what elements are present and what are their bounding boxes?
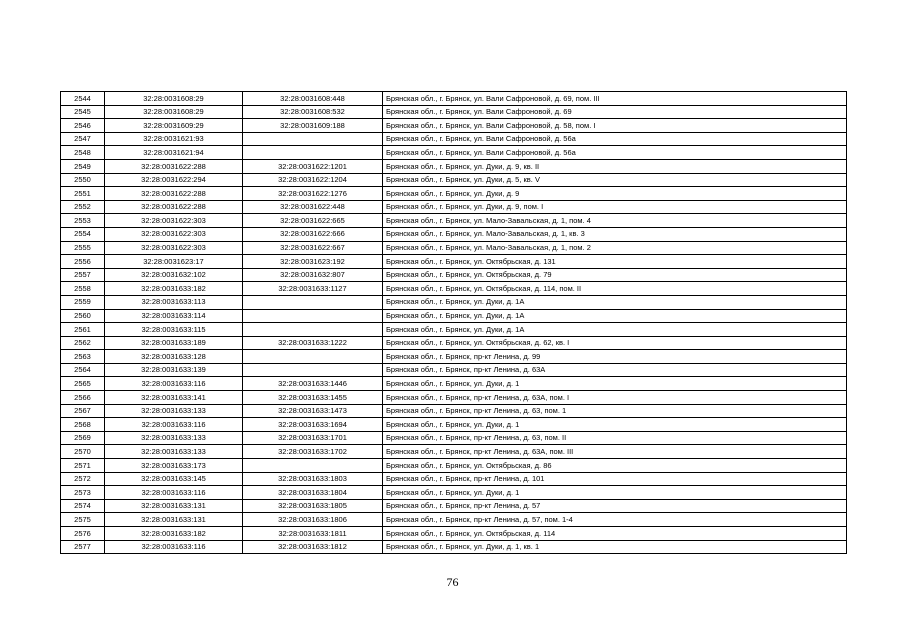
land-plot-cadastral-number-cell: 32:28:0031622:303: [105, 227, 243, 241]
object-cadastral-number-cell: 32:28:0031622:665: [243, 214, 383, 228]
object-cadastral-number-cell: 32:28:0031633:1222: [243, 336, 383, 350]
table-row: [61, 404, 847, 418]
address-cell: Брянская обл., г. Брянск, ул. Дуки, д. 9, пом. I: [383, 200, 847, 214]
table-row: [61, 363, 847, 377]
row-number-cell: 2558: [61, 282, 105, 296]
row-number-cell: 2560: [61, 309, 105, 323]
address-cell: Брянская обл., г. Брянск, пр-кт Ленина, д. 57: [383, 499, 847, 513]
address-cell: Брянская обл., г. Брянск, ул. Вали Сафроновой, д. 56а: [383, 132, 847, 146]
object-cadastral-number-cell: 32:28:0031633:1473: [243, 404, 383, 418]
land-plot-cadastral-number-cell: 32:28:0031633:116: [105, 540, 243, 554]
object-cadastral-number-cell: 32:28:0031633:1804: [243, 486, 383, 500]
object-cadastral-number-cell: 32:28:0031622:667: [243, 241, 383, 255]
object-cadastral-number-cell: 32:28:0031609:188: [243, 119, 383, 133]
row-number-cell: 2574: [61, 499, 105, 513]
object-cadastral-number-cell: 32:28:0031633:1805: [243, 499, 383, 513]
land-plot-cadastral-number-cell: 32:28:0031622:303: [105, 214, 243, 228]
address-cell: Брянская обл., г. Брянск, ул. Октябрьская, д. 86: [383, 459, 847, 473]
row-number-cell: 2552: [61, 200, 105, 214]
address-cell: Брянская обл., г. Брянск, ул. Дуки, д. 9: [383, 187, 847, 201]
address-cell: Брянская обл., г. Брянск, ул. Вали Сафроновой, д. 69: [383, 105, 847, 119]
row-number-cell: 2551: [61, 187, 105, 201]
registry-table-body: [61, 92, 847, 554]
row-number-cell: 2572: [61, 472, 105, 486]
land-plot-cadastral-number-cell: 32:28:0031633:115: [105, 323, 243, 337]
object-cadastral-number-cell: 32:28:0031633:1446: [243, 377, 383, 391]
object-cadastral-number-cell: 32:28:0031633:1812: [243, 540, 383, 554]
address-cell: Брянская обл., г. Брянск, пр-кт Ленина, д. 101: [383, 472, 847, 486]
table-row: [61, 459, 847, 473]
table-row: [61, 105, 847, 119]
object-cadastral-number-cell: 32:28:0031633:1803: [243, 472, 383, 486]
table-row: [61, 241, 847, 255]
land-plot-cadastral-number-cell: 32:28:0031621:93: [105, 132, 243, 146]
table-row: [61, 268, 847, 282]
page-number: 76: [446, 575, 459, 589]
address-cell: Брянская обл., г. Брянск, пр-кт Ленина, д. 63, пом. 1: [383, 404, 847, 418]
table-row: [61, 132, 847, 146]
land-plot-cadastral-number-cell: 32:28:0031633:116: [105, 377, 243, 391]
table-row: [61, 119, 847, 133]
row-number-cell: 2557: [61, 268, 105, 282]
address-cell: Брянская обл., г. Брянск, ул. Вали Сафроновой, д. 56а: [383, 146, 847, 160]
table-row: [61, 92, 847, 106]
row-number-cell: 2554: [61, 227, 105, 241]
address-cell: Брянская обл., г. Брянск, ул. Октябрьская, д. 114: [383, 527, 847, 541]
object-cadastral-number-cell: [243, 350, 383, 364]
address-cell: Брянская обл., г. Брянск, пр-кт Ленина, д. 63, пом. II: [383, 431, 847, 445]
object-cadastral-number-cell: 32:28:0031622:448: [243, 200, 383, 214]
table-row: [61, 445, 847, 459]
address-cell: Брянская обл., г. Брянск, ул. Дуки, д. 1А: [383, 295, 847, 309]
address-cell: Брянская обл., г. Брянск, ул. Октябрьская, д. 114, пом. II: [383, 282, 847, 296]
row-number-cell: 2549: [61, 159, 105, 173]
row-number-cell: 2573: [61, 486, 105, 500]
table-row: [61, 214, 847, 228]
row-number-cell: 2546: [61, 119, 105, 133]
address-cell: Брянская обл., г. Брянск, ул. Октябрьская, д. 131: [383, 255, 847, 269]
object-cadastral-number-cell: 32:28:0031608:532: [243, 105, 383, 119]
row-number-cell: 2556: [61, 255, 105, 269]
row-number-cell: 2548: [61, 146, 105, 160]
land-plot-cadastral-number-cell: 32:28:0031608:29: [105, 105, 243, 119]
row-number-cell: 2544: [61, 92, 105, 106]
object-cadastral-number-cell: 32:28:0031633:1702: [243, 445, 383, 459]
address-cell: Брянская обл., г. Брянск, ул. Дуки, д. 1, кв. 1: [383, 540, 847, 554]
address-cell: Брянская обл., г. Брянск, ул. Мало-Завальская, д. 1, пом. 2: [383, 241, 847, 255]
row-number-cell: 2563: [61, 350, 105, 364]
address-cell: Брянская обл., г. Брянск, пр-кт Ленина, д. 99: [383, 350, 847, 364]
address-cell: Брянская обл., г. Брянск, пр-кт Ленина, д. 63А, пом. I: [383, 391, 847, 405]
row-number-cell: 2562: [61, 336, 105, 350]
row-number-cell: 2577: [61, 540, 105, 554]
table-row: [61, 527, 847, 541]
object-cadastral-number-cell: 32:28:0031622:1276: [243, 187, 383, 201]
row-number-cell: 2576: [61, 527, 105, 541]
row-number-cell: 2550: [61, 173, 105, 187]
land-plot-cadastral-number-cell: 32:28:0031633:116: [105, 486, 243, 500]
land-plot-cadastral-number-cell: 32:28:0031609:29: [105, 119, 243, 133]
row-number-cell: 2561: [61, 323, 105, 337]
table-row: [61, 418, 847, 432]
land-plot-cadastral-number-cell: 32:28:0031633:128: [105, 350, 243, 364]
table-row: [61, 336, 847, 350]
land-plot-cadastral-number-cell: 32:28:0031633:116: [105, 418, 243, 432]
land-plot-cadastral-number-cell: 32:28:0031633:141: [105, 391, 243, 405]
table-row: [61, 472, 847, 486]
address-cell: Брянская обл., г. Брянск, ул. Дуки, д. 1: [383, 377, 847, 391]
object-cadastral-number-cell: [243, 309, 383, 323]
table-row: [61, 295, 847, 309]
row-number-cell: 2564: [61, 363, 105, 377]
object-cadastral-number-cell: 32:28:0031622:1201: [243, 159, 383, 173]
land-plot-cadastral-number-cell: 32:28:0031633:182: [105, 527, 243, 541]
table-row: [61, 309, 847, 323]
table-row: [61, 350, 847, 364]
land-plot-cadastral-number-cell: 32:28:0031622:288: [105, 159, 243, 173]
address-cell: Брянская обл., г. Брянск, ул. Дуки, д. 1А: [383, 309, 847, 323]
object-cadastral-number-cell: [243, 363, 383, 377]
land-plot-cadastral-number-cell: 32:28:0031633:113: [105, 295, 243, 309]
object-cadastral-number-cell: 32:28:0031633:1806: [243, 513, 383, 527]
row-number-cell: 2545: [61, 105, 105, 119]
row-number-cell: 2565: [61, 377, 105, 391]
object-cadastral-number-cell: 32:28:0031633:1455: [243, 391, 383, 405]
row-number-cell: 2568: [61, 418, 105, 432]
table-row: [61, 391, 847, 405]
land-plot-cadastral-number-cell: 32:28:0031622:288: [105, 187, 243, 201]
row-number-cell: 2569: [61, 431, 105, 445]
table-row: [61, 431, 847, 445]
object-cadastral-number-cell: [243, 323, 383, 337]
table-row: [61, 499, 847, 513]
row-number-cell: 2570: [61, 445, 105, 459]
land-plot-cadastral-number-cell: 32:28:0031608:29: [105, 92, 243, 106]
object-cadastral-number-cell: 32:28:0031622:1204: [243, 173, 383, 187]
land-plot-cadastral-number-cell: 32:28:0031633:173: [105, 459, 243, 473]
land-plot-cadastral-number-cell: 32:28:0031633:145: [105, 472, 243, 486]
object-cadastral-number-cell: 32:28:0031633:1811: [243, 527, 383, 541]
row-number-cell: 2571: [61, 459, 105, 473]
table-row: [61, 377, 847, 391]
table-row: [61, 540, 847, 554]
table-row: [61, 513, 847, 527]
address-cell: Брянская обл., г. Брянск, ул. Дуки, д. 9, кв. II: [383, 159, 847, 173]
table-row: [61, 200, 847, 214]
land-plot-cadastral-number-cell: 32:28:0031633:189: [105, 336, 243, 350]
object-cadastral-number-cell: [243, 459, 383, 473]
land-plot-cadastral-number-cell: 32:28:0031623:17: [105, 255, 243, 269]
address-cell: Брянская обл., г. Брянск, ул. Мало-Завальская, д. 1, кв. 3: [383, 227, 847, 241]
land-plot-cadastral-number-cell: 32:28:0031633:133: [105, 445, 243, 459]
object-cadastral-number-cell: 32:28:0031632:807: [243, 268, 383, 282]
address-cell: Брянская обл., г. Брянск, пр-кт Ленина, д. 63А: [383, 363, 847, 377]
object-cadastral-number-cell: 32:28:0031608:448: [243, 92, 383, 106]
address-cell: Брянская обл., г. Брянск, пр-кт Ленина, д. 63А, пом. III: [383, 445, 847, 459]
object-cadastral-number-cell: 32:28:0031622:666: [243, 227, 383, 241]
row-number-cell: 2547: [61, 132, 105, 146]
table-row: [61, 486, 847, 500]
row-number-cell: 2566: [61, 391, 105, 405]
land-plot-cadastral-number-cell: 32:28:0031633:131: [105, 513, 243, 527]
land-plot-cadastral-number-cell: 32:28:0031632:102: [105, 268, 243, 282]
registry-table: [60, 91, 847, 554]
table-row: [61, 255, 847, 269]
table-row: [61, 187, 847, 201]
land-plot-cadastral-number-cell: 32:28:0031633:131: [105, 499, 243, 513]
land-plot-cadastral-number-cell: 32:28:0031622:288: [105, 200, 243, 214]
object-cadastral-number-cell: [243, 132, 383, 146]
object-cadastral-number-cell: 32:28:0031633:1701: [243, 431, 383, 445]
land-plot-cadastral-number-cell: 32:28:0031622:303: [105, 241, 243, 255]
land-plot-cadastral-number-cell: 32:28:0031633:114: [105, 309, 243, 323]
address-cell: Брянская обл., г. Брянск, ул. Мало-Завальская, д. 1, пом. 4: [383, 214, 847, 228]
address-cell: Брянская обл., г. Брянск, ул. Дуки, д. 5, кв. V: [383, 173, 847, 187]
address-cell: Брянская обл., г. Брянск, пр-кт Ленина, д. 57, пом. 1-4: [383, 513, 847, 527]
address-cell: Брянская обл., г. Брянск, ул. Октябрьская, д. 79: [383, 268, 847, 282]
address-cell: Брянская обл., г. Брянск, ул. Вали Сафроновой, д. 58, пом. I: [383, 119, 847, 133]
row-number-cell: 2553: [61, 214, 105, 228]
address-cell: Брянская обл., г. Брянск, ул. Октябрьская, д. 62, кв. I: [383, 336, 847, 350]
table-row: [61, 159, 847, 173]
land-plot-cadastral-number-cell: 32:28:0031621:94: [105, 146, 243, 160]
land-plot-cadastral-number-cell: 32:28:0031633:139: [105, 363, 243, 377]
object-cadastral-number-cell: [243, 295, 383, 309]
table-row: [61, 146, 847, 160]
address-cell: Брянская обл., г. Брянск, ул. Дуки, д. 1: [383, 486, 847, 500]
row-number-cell: 2555: [61, 241, 105, 255]
object-cadastral-number-cell: 32:28:0031633:1694: [243, 418, 383, 432]
row-number-cell: 2567: [61, 404, 105, 418]
table-row: [61, 227, 847, 241]
object-cadastral-number-cell: [243, 146, 383, 160]
object-cadastral-number-cell: 32:28:0031623:192: [243, 255, 383, 269]
table-row: [61, 323, 847, 337]
object-cadastral-number-cell: 32:28:0031633:1127: [243, 282, 383, 296]
land-plot-cadastral-number-cell: 32:28:0031633:182: [105, 282, 243, 296]
address-cell: Брянская обл., г. Брянск, ул. Дуки, д. 1: [383, 418, 847, 432]
row-number-cell: 2575: [61, 513, 105, 527]
land-plot-cadastral-number-cell: 32:28:0031622:294: [105, 173, 243, 187]
table-row: [61, 282, 847, 296]
row-number-cell: 2559: [61, 295, 105, 309]
address-cell: Брянская обл., г. Брянск, ул. Вали Сафроновой, д. 69, пом. III: [383, 92, 847, 106]
land-plot-cadastral-number-cell: 32:28:0031633:133: [105, 404, 243, 418]
address-cell: Брянская обл., г. Брянск, ул. Дуки, д. 1А: [383, 323, 847, 337]
table-row: [61, 173, 847, 187]
land-plot-cadastral-number-cell: 32:28:0031633:133: [105, 431, 243, 445]
